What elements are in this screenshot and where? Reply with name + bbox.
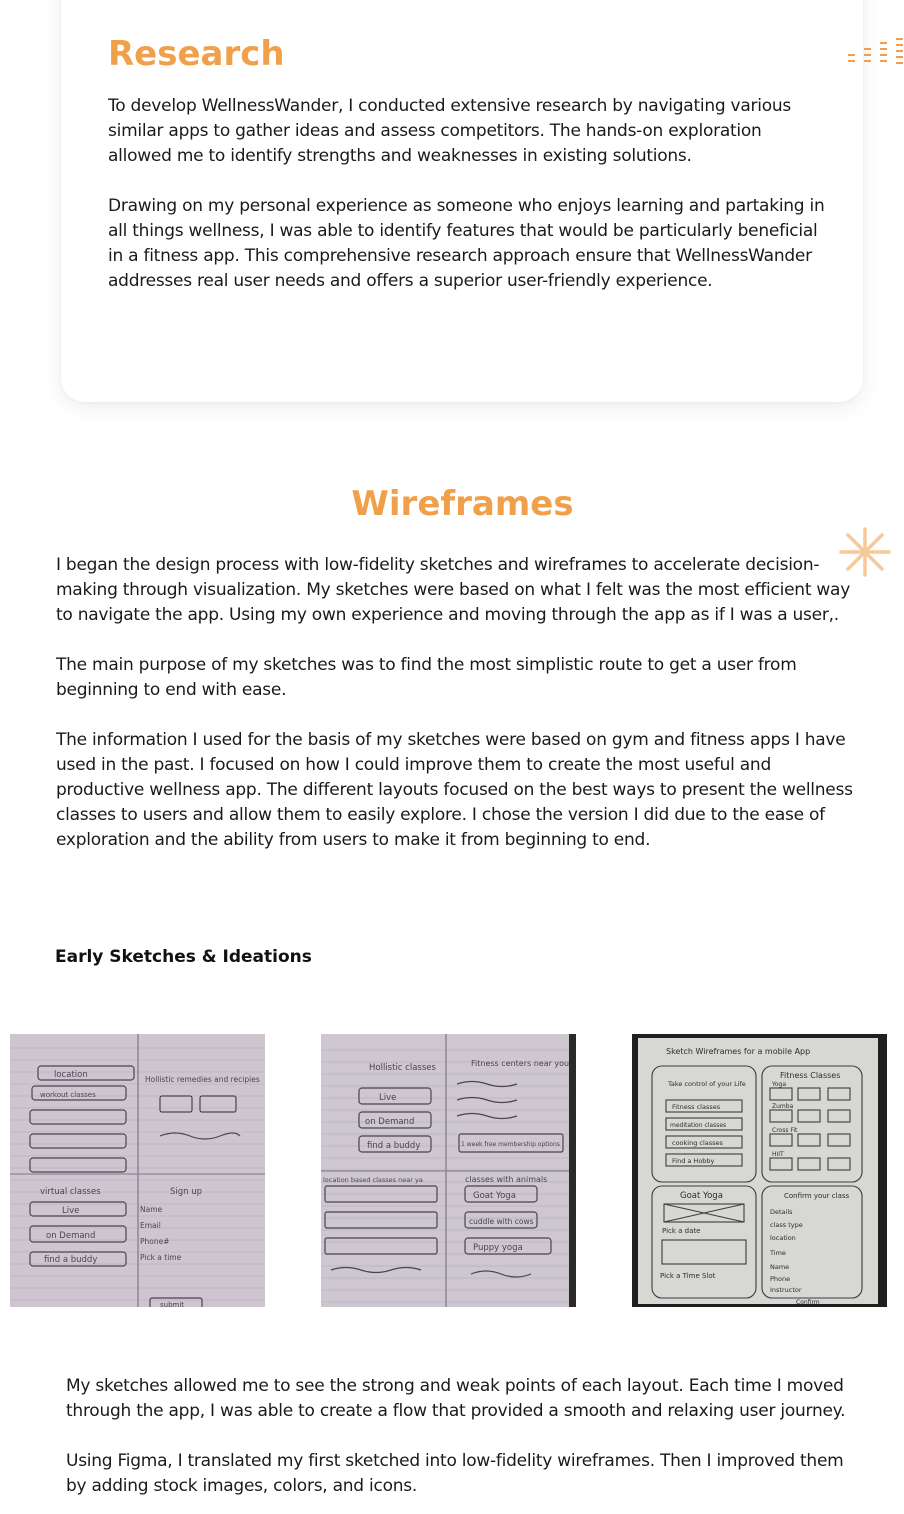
sketch-1-label: find a buddy — [44, 1255, 98, 1265]
sketch-3-label: Find a Hobby — [672, 1157, 715, 1165]
sketch-image-2 — [321, 1034, 576, 1307]
sketch-1-label: Phone# — [140, 1237, 170, 1246]
sketch-3-label: Take control of your Life — [668, 1080, 746, 1088]
sketches-heading: Early Sketches & Ideations — [55, 947, 312, 967]
sketch-image-1 — [10, 1034, 265, 1307]
sketch-1-label: Sign up — [170, 1187, 203, 1197]
sketch-3-label: Fitness Classes — [780, 1071, 841, 1080]
bars-decoration-icon — [846, 38, 904, 66]
sketch-3-label: cooking classes — [672, 1139, 723, 1147]
research-title: Research — [108, 34, 285, 74]
sketch-1-label: submit — [160, 1301, 185, 1307]
sketch-2-label: 1 week free membership options — [461, 1141, 560, 1148]
sketch-3-label: Sketch Wireframes for a mobile App — [666, 1047, 811, 1056]
sketch-2-label: on Demand — [365, 1117, 415, 1127]
closing-paragraph-2: Using Figma, I translated my first sketched into low-fidelity wireframes. Then I improved them by adding stock images, colors, and icons. — [66, 1451, 844, 1496]
wireframes-paragraph-1: I began the design process with low-fidelity sketches and wireframes to accelerate decision-making through visualization. My sketches were based on what I felt was the most efficient way to navigate the app. Using my own experience and moving through the app as if I was a user,. — [56, 555, 851, 625]
sketch-3-label: Goat Yoga — [680, 1191, 723, 1201]
sketch-3-label: Fitness classes — [672, 1103, 721, 1111]
sketch-1-label: Name — [140, 1205, 163, 1214]
sketch-3-label: Zumba — [772, 1103, 794, 1110]
sketch-3-label: meditation classes — [670, 1122, 727, 1129]
sketch-3-label: Cross Fit — [772, 1127, 798, 1134]
sketch-3-label: class type — [770, 1221, 803, 1229]
sketch-2-label: Hollistic classes — [369, 1063, 436, 1073]
sketch-3-label: location — [770, 1234, 796, 1242]
sketch-3-label: Phone — [770, 1275, 791, 1283]
sketch-1-label: on Demand — [46, 1231, 96, 1241]
sketch-2-label: find a buddy — [367, 1141, 421, 1151]
sketch-3-label: HIIT — [772, 1151, 784, 1158]
wireframes-paragraph-3: The information I used for the basis of my sketches were based on gym and fitness apps I have used in the past. I focused on how I could improve them to create the most useful and productive wellness app. The different layouts focused on the best ways to present the wellness classes to users and allow them to easily explore. I chose the version I did due to the ease of exploration and the ability from users to make it from beginning to end. — [56, 730, 853, 850]
wireframes-title: Wireframes — [351, 484, 574, 524]
sketch-1-label: Live — [62, 1206, 80, 1216]
sketch-2-label: Goat Yoga — [473, 1191, 516, 1201]
sketch-3-label: Yoga — [772, 1081, 787, 1088]
sketch-3-label: Confirm — [796, 1299, 820, 1306]
sketch-3-label: Pick a date — [662, 1227, 701, 1235]
sketch-2-label: Fitness centers near you — [471, 1059, 570, 1068]
sketch-2-label: location based classes near ya — [323, 1176, 423, 1184]
sketch-1-label: Email — [140, 1221, 161, 1230]
sketch-1-label: location — [54, 1070, 88, 1080]
sketch-2-label: Live — [379, 1093, 397, 1103]
sketch-3-label: Details — [770, 1208, 793, 1216]
sketch-3-label: Confirm your class — [784, 1192, 850, 1200]
research-paragraph-1: To develop WellnessWander, I conducted extensive research by navigating various similar apps to gather ideas and assess competitors. The hands-on exploration allowed me to identify strengths and weaknesses in existing solutions. — [108, 96, 792, 166]
research-paragraph-2: Drawing on my personal experience as someone who enjoys learning and partaking in all things wellness, I was able to identify features that would be particularly beneficial in a fitness app. This comprehensive research approach ensure that WellnessWander addresses real user needs and offers a superior user-friendly experience. — [108, 196, 825, 291]
sketch-3-label: Instructor — [770, 1286, 802, 1294]
sketch-3-label: Time — [770, 1249, 786, 1257]
sketch-1-label: workout classes — [40, 1091, 96, 1099]
sketch-1-label: Hollistic remedies and recipies — [145, 1075, 260, 1084]
sketch-3-label: Pick a Time Slot — [660, 1272, 716, 1280]
wireframes-paragraph-2: The main purpose of my sketches was to find the most simplistic route to get a user from beginning to end with ease. — [56, 655, 797, 700]
sketch-2-label: Puppy yoga — [473, 1243, 523, 1253]
sketch-1-label: virtual classes — [40, 1187, 101, 1197]
sketch-2-label: cuddle with cows — [469, 1217, 534, 1226]
sketch-2-label: classes with animals — [465, 1175, 548, 1184]
sketch-image-3 — [632, 1034, 887, 1307]
sketch-3-label: Name — [770, 1263, 790, 1271]
sketch-1-label: Pick a time — [140, 1253, 182, 1262]
closing-paragraph-1: My sketches allowed me to see the strong and weak points of each layout. Each time I moved through the app, I was able to create a flow that provided a smooth and relaxing user journey. — [66, 1376, 846, 1421]
